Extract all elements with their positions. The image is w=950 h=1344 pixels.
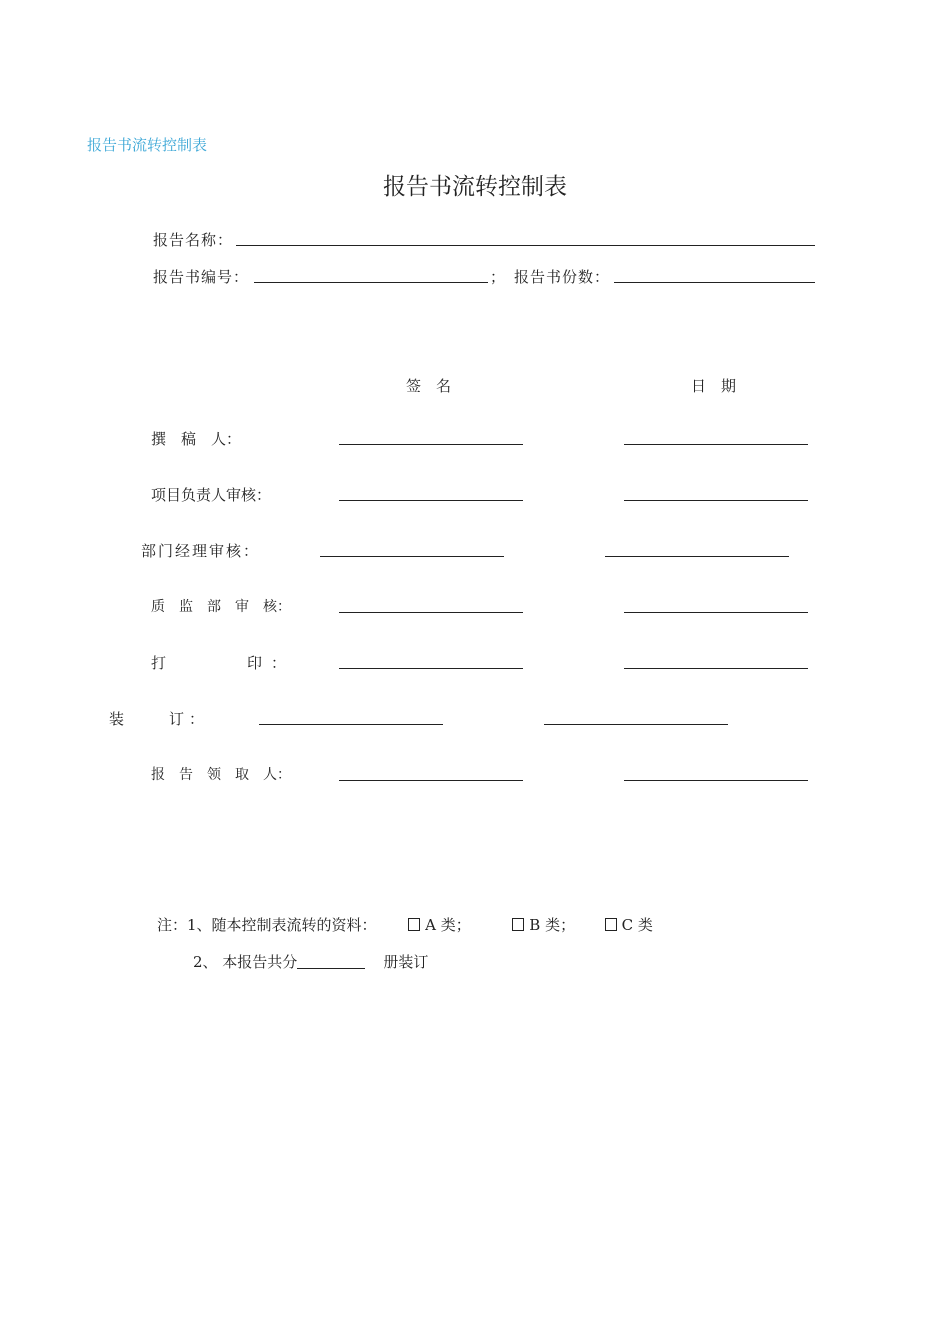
option-a-checkbox[interactable]: A 类； (408, 916, 471, 934)
row-label-receiver: 报 告 领 取 人： (151, 767, 291, 783)
quality-signature-line[interactable] (339, 612, 523, 613)
note-line-2-prefix: 2、 本报告共分 (193, 953, 298, 971)
header-link[interactable]: 报告书流转控制表 (87, 136, 208, 154)
project-lead-signature-line[interactable] (339, 500, 523, 501)
binding-date-line[interactable] (544, 724, 728, 725)
receiver-signature-line[interactable] (339, 780, 523, 781)
report-copies-label: 报告书份数： (514, 268, 611, 286)
date-column-header: 日 期 (691, 377, 737, 395)
checkbox-c-icon[interactable] (605, 918, 617, 931)
dept-manager-date-line[interactable] (605, 556, 789, 557)
row-label-writer: 撰 稿 人： (151, 430, 242, 448)
row-label-binding: 装 订： (109, 710, 210, 728)
binding-signature-line[interactable] (259, 724, 443, 725)
document-title: 报告书流转控制表 (383, 174, 567, 200)
note-line-1 (157, 914, 653, 935)
dept-manager-signature-line[interactable] (320, 556, 504, 557)
checkbox-b-icon[interactable] (512, 918, 524, 931)
report-number-label: 报告书编号： (153, 268, 250, 286)
print-signature-line[interactable] (339, 668, 523, 669)
report-name-label: 报告名称： (153, 231, 234, 249)
report-copies-line[interactable] (614, 282, 815, 283)
option-b-checkbox[interactable]: B 类； (512, 916, 575, 934)
option-c-checkbox[interactable]: C 类 (605, 916, 653, 934)
note-line-1-prefix: 注：1、随本控制表流转的资料： (157, 916, 377, 934)
row-label-print: 打 印： (151, 654, 296, 672)
checkbox-a-icon[interactable] (408, 918, 420, 931)
row-label-quality: 质 监 部 审 核： (151, 599, 291, 615)
writer-signature-line[interactable] (339, 444, 523, 445)
quality-date-line[interactable] (624, 612, 808, 613)
row-label-project-lead: 项目负责人审核： (151, 486, 272, 504)
separator: ； (490, 268, 507, 286)
receiver-date-line[interactable] (624, 780, 808, 781)
project-lead-date-line[interactable] (624, 500, 808, 501)
print-date-line[interactable] (624, 668, 808, 669)
report-name-line[interactable] (236, 245, 815, 246)
volume-count-line[interactable] (297, 954, 365, 969)
signature-column-header: 签 名 (406, 377, 452, 395)
row-label-dept-manager: 部门经理审核： (141, 542, 261, 560)
note-line-2 (193, 951, 428, 972)
report-number-line[interactable] (254, 282, 488, 283)
writer-date-line[interactable] (624, 444, 808, 445)
note-line-2-suffix: 册装订 (383, 953, 429, 971)
